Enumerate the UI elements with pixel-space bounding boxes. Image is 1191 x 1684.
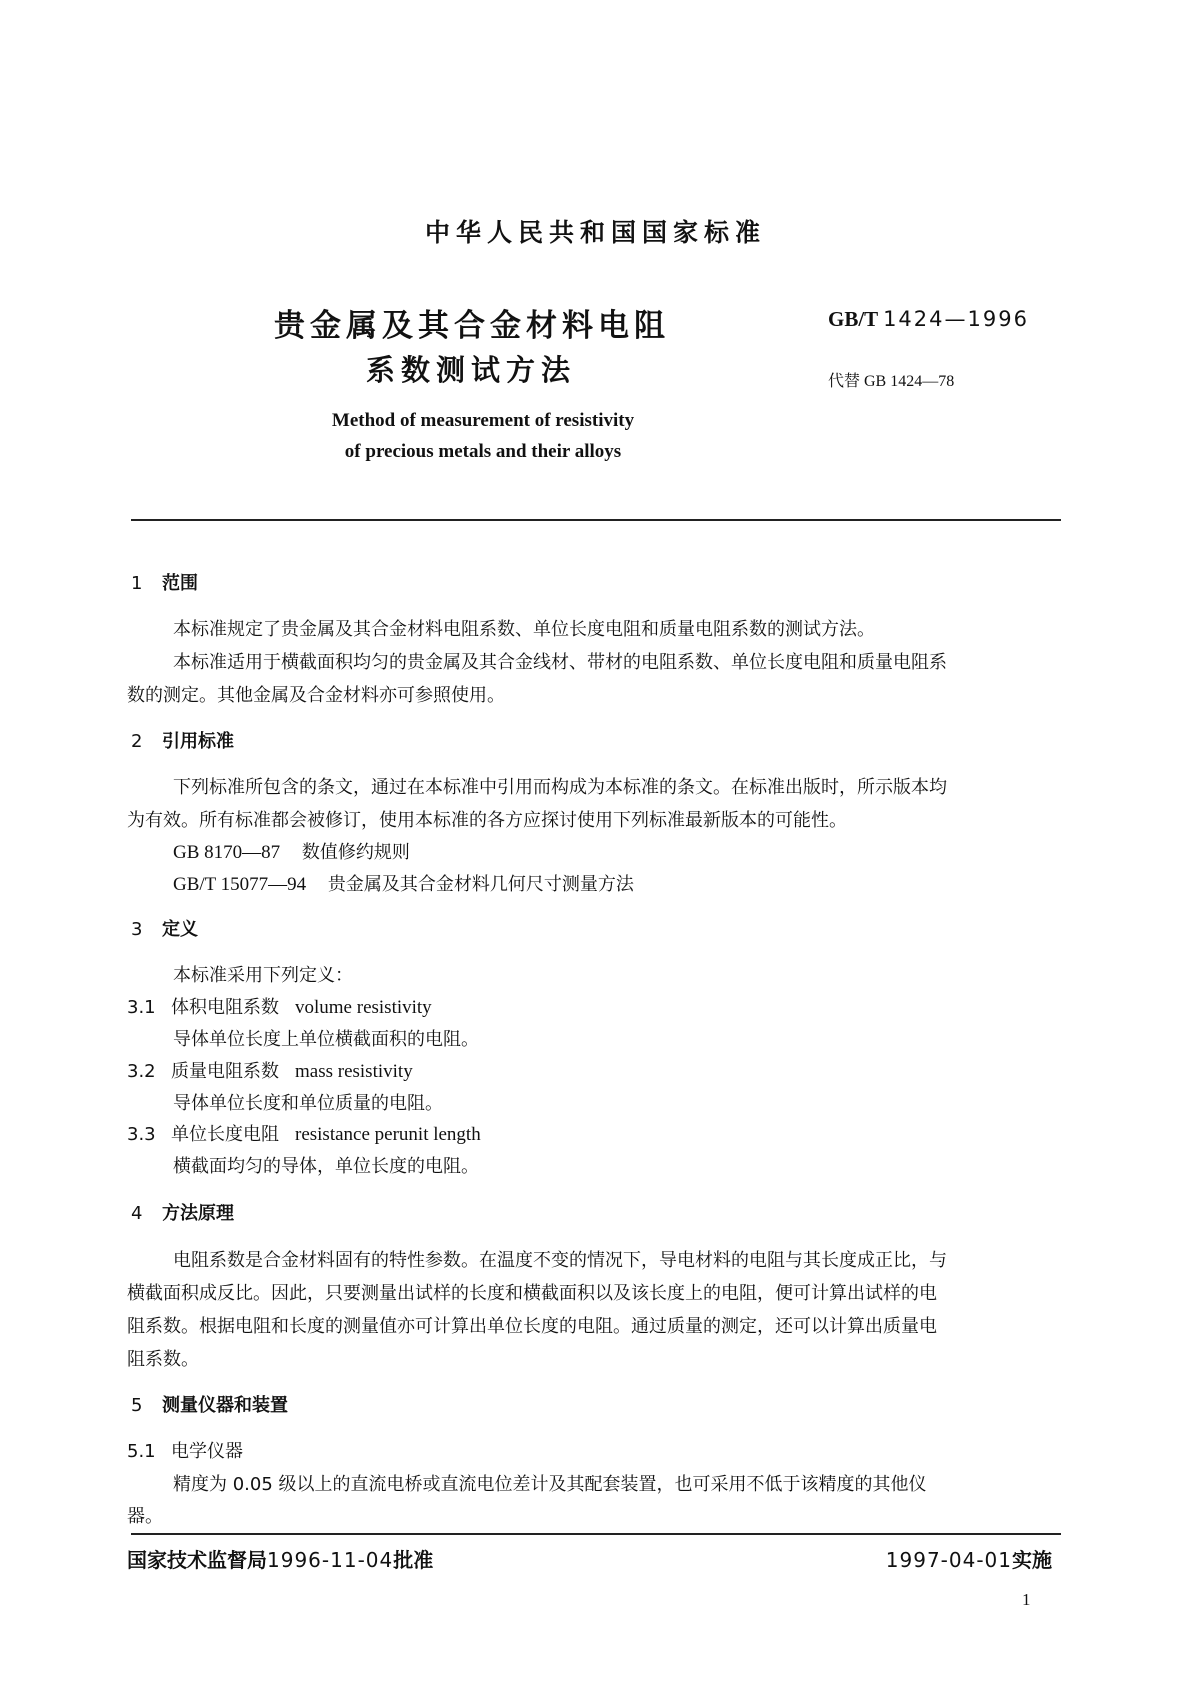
section-title: 定义 <box>162 919 198 940</box>
section-5-1-line-1: 精度为 0.05 级以上的直流电桥或直流电位差计及其配套装置，也可采用不低于该精度的其他仪 <box>173 1474 927 1495</box>
reference-item <box>173 870 634 896</box>
approve-suffix: 批准 <box>393 1548 434 1572</box>
section-1-para-2-line-1: 本标准适用于横截面积均匀的贵金属及其合金线材、带材的电阻系数、单位长度电阻和质量电阻系 <box>173 652 947 673</box>
reference-title: 数值修约规则 <box>301 842 410 863</box>
definition-3-3 <box>127 1120 481 1146</box>
replaces-code: 代替 GB 1424—78 <box>828 373 955 390</box>
title-cn-line1: 贵金属及其合金材料电阻 <box>274 308 670 344</box>
section-4-line-3: 阻系数。根据电阻和长度的测量值亦可计算出单位长度的电阻。通过质量的测定，还可以计算出质量电 <box>127 1316 937 1337</box>
clause-number: 3.2 <box>127 1061 156 1082</box>
section-2-para-line-1: 下列标准所包含的条文，通过在本标准中引用而构成为本标准的条文。在标准出版时，所示版本均 <box>173 777 947 798</box>
standard-code <box>828 307 1029 332</box>
section-1-para-2-line-2: 数的测定。其他金属及合金材料亦可参照使用。 <box>127 685 505 706</box>
section-2-heading <box>131 727 234 753</box>
approval-note <box>127 1544 433 1573</box>
section-4-line-4: 阻系数。 <box>127 1349 199 1370</box>
section-5-1-line-2: 器。 <box>127 1506 163 1527</box>
section-5-heading <box>131 1391 288 1417</box>
definition-term-en: mass resistivity <box>295 1061 413 1082</box>
standard-code-number: 1424—1996 <box>883 307 1029 331</box>
section-number: 1 <box>131 573 143 594</box>
approve-date: 1996-11-04 <box>267 1548 394 1572</box>
section-title: 测量仪器和装置 <box>162 1395 288 1416</box>
implement-date: 1997-04-01 <box>885 1548 1012 1572</box>
footer-divider <box>131 1533 1061 1535</box>
section-4-line-1: 电阻系数是合金材料固有的特性参数。在温度不变的情况下，导电材料的电阻与其长度成正比，与 <box>173 1250 947 1271</box>
section-title: 范围 <box>162 573 198 594</box>
page-number: 1 <box>1022 1590 1031 1609</box>
section-4-heading <box>131 1199 234 1225</box>
subsection-title: 电学仪器 <box>171 1441 243 1462</box>
title-en-line2: of precious metals and their alloys <box>344 441 622 462</box>
implement-suffix: 实施 <box>1012 1548 1052 1572</box>
definition-3-2-desc: 导体单位长度和单位质量的电阻。 <box>173 1093 443 1114</box>
section-3-heading <box>131 915 198 941</box>
section-1-heading <box>131 569 198 595</box>
definition-term: 体积电阻系数 <box>171 997 279 1018</box>
title-en-line1: Method of measurement of resistivity <box>331 410 635 431</box>
definition-3-1 <box>127 993 432 1019</box>
definition-3-3-desc: 横截面均匀的导体，单位长度的电阻。 <box>173 1156 479 1177</box>
section-number: 2 <box>131 731 143 752</box>
clause-number: 5.1 <box>127 1441 156 1462</box>
definition-3-1-desc: 导体单位长度上单位横截面积的电阻。 <box>173 1029 479 1050</box>
header-divider <box>131 519 1061 521</box>
standard-type-heading: 中华人民共和国国家标准 <box>424 218 766 247</box>
section-1-para-1: 本标准规定了贵金属及其合金材料电阻系数、单位长度电阻和质量电阻系数的测试方法。 <box>173 619 875 640</box>
section-number: 3 <box>131 919 143 940</box>
definition-term-en: volume resistivity <box>295 997 432 1018</box>
definition-term-en: resistance perunit length <box>295 1124 481 1145</box>
reference-title: 贵金属及其合金材料几何尺寸测量方法 <box>327 874 634 895</box>
title-cn-line2: 系数测试方法 <box>366 353 577 387</box>
reference-item <box>173 838 410 864</box>
definition-term: 单位长度电阻 <box>171 1124 279 1145</box>
section-2-para-line-2: 为有效。所有标准都会被修订，使用本标准的各方应探讨使用下列标准最新版本的可能性。 <box>127 810 847 831</box>
section-4-line-2: 横截面积成反比。因此，只要测量出试样的长度和横截面积以及该长度上的电阻，便可计算出试样的电 <box>127 1283 937 1304</box>
definition-term: 质量电阻系数 <box>171 1061 279 1082</box>
section-number: 5 <box>131 1395 143 1416</box>
implementation-note <box>886 1544 1052 1573</box>
section-title: 引用标准 <box>162 731 234 752</box>
reference-code: GB 8170—87 <box>173 842 281 863</box>
subsection-5-1 <box>127 1437 243 1463</box>
section-number: 4 <box>131 1203 143 1224</box>
clause-number: 3.1 <box>127 997 156 1018</box>
reference-code: GB/T 15077—94 <box>173 874 307 895</box>
definition-3-2 <box>127 1057 413 1083</box>
section-title: 方法原理 <box>162 1203 234 1224</box>
approver: 国家技术监督局 <box>127 1548 267 1572</box>
section-3-intro: 本标准采用下列定义： <box>173 965 353 986</box>
clause-number: 3.3 <box>127 1124 156 1145</box>
standard-code-prefix: GB/T <box>828 307 878 331</box>
